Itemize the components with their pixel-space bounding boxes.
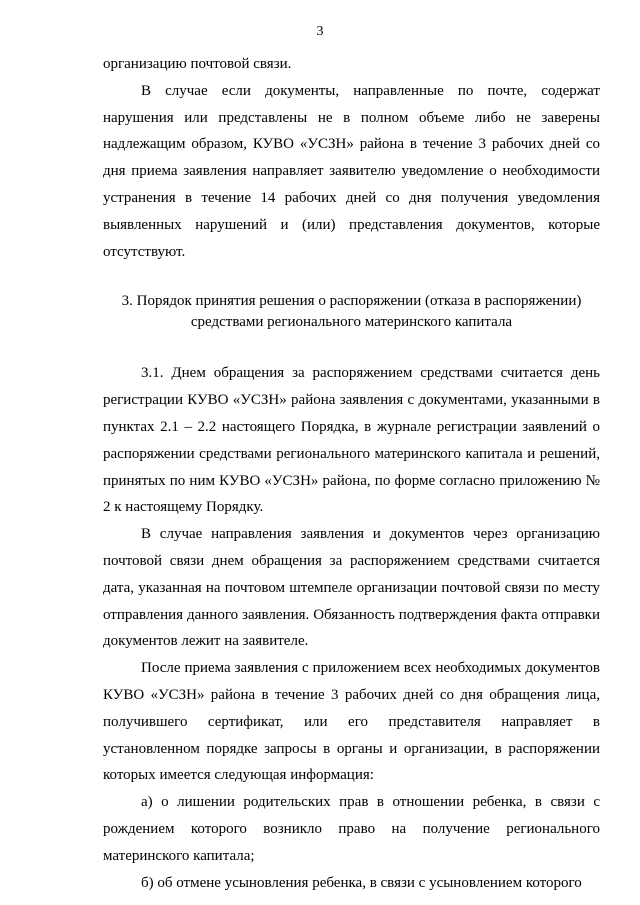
paragraph-postal-violations: В случае если документы, направленные по почте, содержат нарушения или представлены не в полном объеме либо не заверены надлежащим образом, КУВО «УСЗН» района в течение 3 рабочих дней со дня приема заявления направляет заявителю уведомление о необходимости устранения в течение 14 рабочих дней со дня получения уведомления выявленных нарушений и (или) представления документов, которые отсутствуют. bbox=[103, 82, 600, 260]
list-item-a: а) о лишении родительских прав в отношении ребенка, в связи с рождением которого возникло право на получение регионального материнского капитала; bbox=[103, 794, 600, 864]
list-item-b: б) об отмене усыновления ребенка, в связи с усыновлением которого bbox=[141, 874, 582, 891]
page-number: 3 bbox=[316, 24, 324, 39]
section-heading-line-1: 3. Порядок принятия решения о распоряжении (отказа в распоряжении) bbox=[121, 293, 582, 310]
section-heading bbox=[103, 291, 600, 333]
paragraph-3-1: 3.1. Днем обращения за распоряжением средствами считается день регистрации КУВО «УСЗН» района заявления с документами, указанными в пунктах 2.1 – 2.2 настоящего Порядка, в журнале регистрации заявлений о распоряжении средствами регионального материнского капитала и решений, принятых по ним КУВО «УСЗН» района, по форме согласно приложению № 2 к настоящему Порядку. bbox=[103, 365, 600, 516]
document-body bbox=[103, 51, 600, 896]
paragraph-requests: После приема заявления с приложением всех необходимых документов КУВО «УСЗН» района в течение 3 рабочих дней со дня обращения лица, получившего сертификат, или его представителя направляет в установленном порядке запросы в органы и организации, в распоряжении которых имеется следующая информация: bbox=[103, 660, 600, 784]
paragraph-continuation: организацию почтовой связи. bbox=[103, 56, 292, 72]
section-heading-line-2: средствами регионального материнского капитала bbox=[190, 314, 513, 331]
paragraph-postal-date: В случае направления заявления и документов через организацию почтовой связи днем обращения за распоряжением средствами считается дата, указанная на почтовом штемпеле организации почтовой связи по месту отправления данного заявления. Обязанность подтверждения факта отправки документов лежит на заявителе. bbox=[103, 526, 600, 650]
